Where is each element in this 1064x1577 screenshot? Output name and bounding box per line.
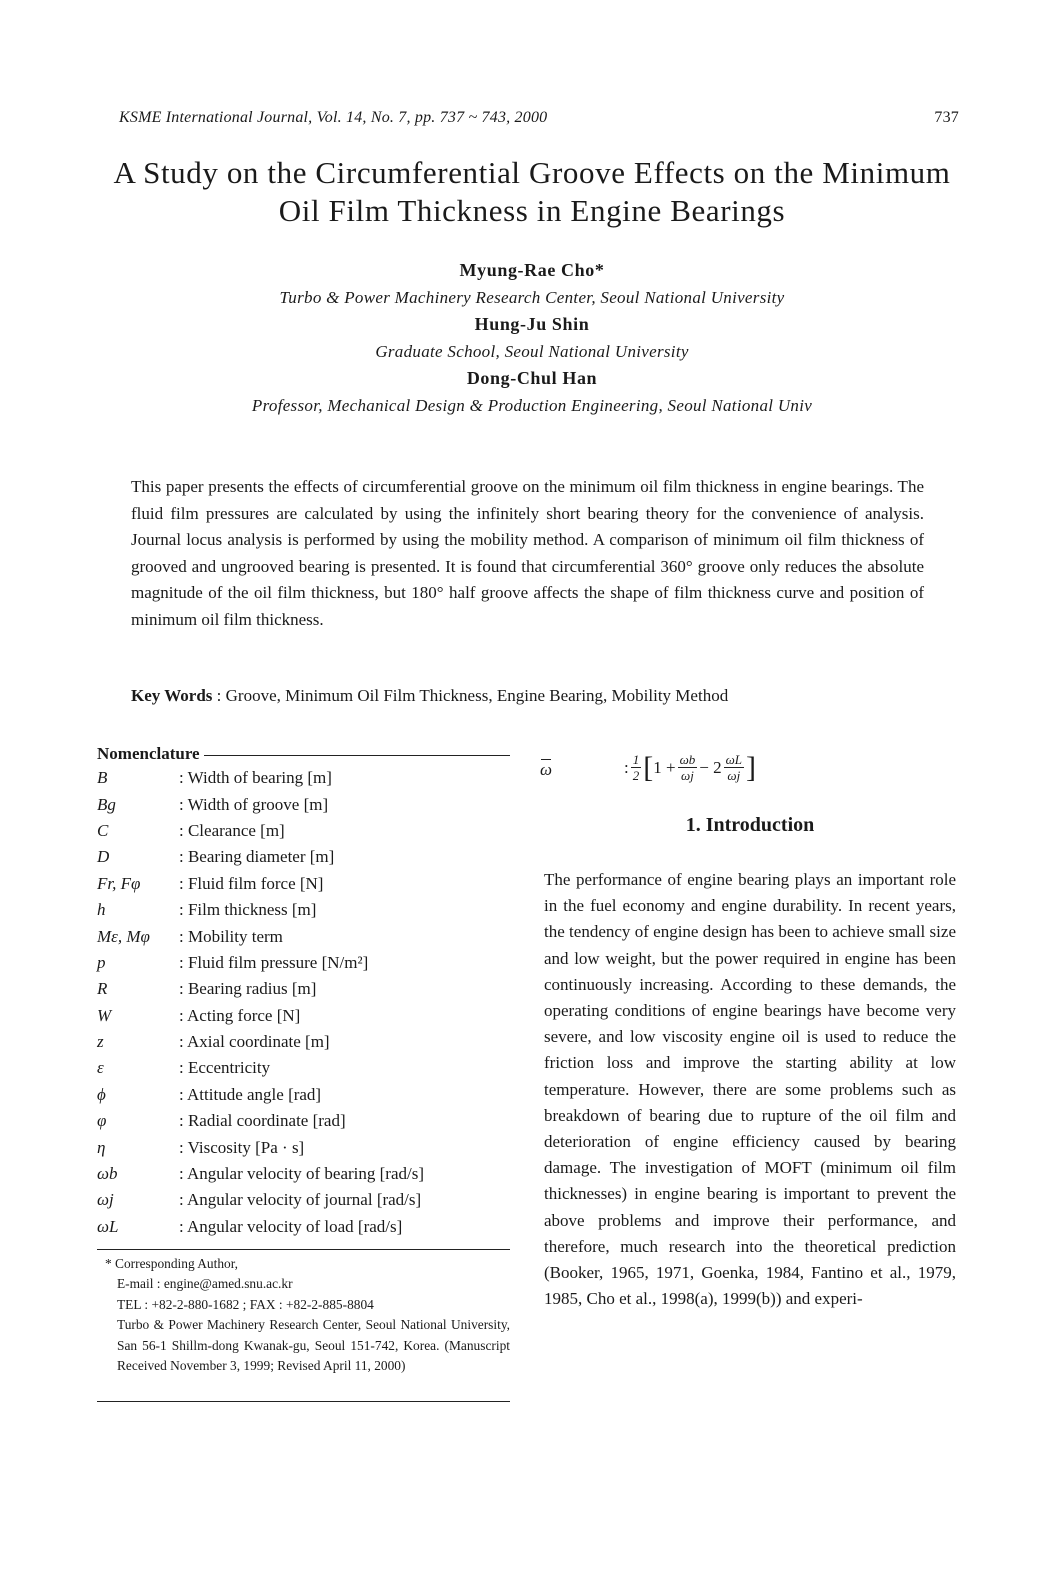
footnote-phone: TEL : +82-2-880-1682 ; FAX : +82-2-885-8804 bbox=[117, 1296, 374, 1312]
omega-bar-symbol: ω bbox=[540, 760, 553, 779]
nomenclature-row bbox=[97, 1003, 510, 1029]
footnote-address: Turbo & Power Machinery Research Center, Seoul National University, San 56-1 Shillm-dong Kwanak-gu, Seoul 151-742, Korea. (Manuscript Received November 3, 1999; Revised April 11, 2000) bbox=[117, 1317, 510, 1374]
keywords-text: Groove, Minimum Oil Film Thickness, Engine Bearing, Mobility Method bbox=[225, 686, 729, 705]
nomenclature-symbol: C bbox=[97, 820, 109, 840]
author-block bbox=[60, 257, 1004, 419]
footnote-email: E-mail : engine@amed.snu.ac.kr bbox=[117, 1276, 293, 1292]
nomenclature-symbol: Fr, Fφ bbox=[97, 873, 141, 893]
keywords bbox=[131, 686, 924, 706]
right-bracket: ] bbox=[746, 750, 757, 784]
nomenclature-symbol: ωb bbox=[97, 1164, 118, 1184]
nomenclature-description: : Width of groove [m] bbox=[179, 794, 329, 814]
nomenclature-row bbox=[97, 1029, 510, 1055]
nomenclature-description: : Radial coordinate [rad] bbox=[179, 1111, 346, 1131]
introduction-text: The performance of engine bearing plays an important role in the fuel economy and engine durability. In recent years, the tendency of engine design has been to achieve small size and low weight, but the power required in engine has been continuously increasing. According to these demands, the operating conditions of engine bearings have become very severe, and low viscosity engine oil is used to reduce the friction loss and improve the starting ability at low temperature. However, there are some problems such as breakdown of bearing due to rupture of the oil film and deterioration of engine efficiency caused by bearing damage. The investigation of MOFT (minimum oil film thicknesses) in engine bearing is important to prevent the above problems and improve their performance, and therefore, much research into the theoretical prediction (Booker, 1965, 1971, Goenka, 1984, Fantino et al., 1979, 1985, Cho et al., 1998(a), 1999(b)) and experi- bbox=[544, 870, 956, 1309]
nomenclature-symbol: Mε, Mφ bbox=[97, 926, 150, 946]
formula-expression bbox=[624, 752, 756, 783]
footnote-rule bbox=[97, 1401, 510, 1402]
running-header bbox=[119, 109, 959, 127]
nomenclature-row bbox=[97, 844, 510, 870]
nomenclature-row bbox=[97, 1187, 510, 1213]
author-affiliation: Professor, Mechanical Design & Production Engineering, Seoul National Univ bbox=[251, 396, 813, 415]
author-name: Myung-Rae Cho* bbox=[459, 260, 605, 280]
nomenclature-row bbox=[97, 923, 510, 949]
nomenclature-symbol: ωL bbox=[97, 1216, 119, 1236]
left-bracket: [ bbox=[643, 750, 654, 784]
nomenclature-description: : Angular velocity of journal [rad/s] bbox=[179, 1190, 422, 1210]
nomenclature-heading bbox=[97, 743, 510, 765]
nomenclature-description: : Eccentricity bbox=[179, 1058, 271, 1078]
nomenclature-row bbox=[97, 1055, 510, 1081]
abstract: This paper presents the effects of circumferential groove on the minimum oil film thickness in engine bearings. The fluid film pressures are calculated by using the infinitely short bearing theory for the convenience of analysis. Journal locus analysis is performed by using the mobility method. A comparison of minimum oil film thickness of grooved and ungrooved bearing is presented. It is found that circumferential 360° groove only reduces the absolute magnitude of the oil film thickness, but 180° half groove affects the shape of film thickness curve and position of minimum oil film thickness. bbox=[131, 477, 924, 629]
nomenclature-row bbox=[97, 1108, 510, 1134]
nomenclature-description: : Axial coordinate [m] bbox=[179, 1032, 330, 1052]
formula-one-plus: 1 + bbox=[653, 757, 676, 777]
author-name: Dong-Chul Han bbox=[466, 368, 598, 388]
nomenclature-row bbox=[97, 897, 510, 923]
fraction-denominator: 2 bbox=[632, 768, 640, 783]
title-line-2: Oil Film Thickness in Engine Bearings bbox=[278, 193, 786, 228]
omega-bar-definition bbox=[540, 752, 960, 792]
nomenclature-description: : Attitude angle [rad] bbox=[179, 1084, 322, 1104]
fraction-numerator: ωL bbox=[725, 752, 743, 767]
nomenclature-symbol: B bbox=[97, 768, 108, 788]
nomenclature-description: : Bearing diameter [m] bbox=[179, 847, 335, 867]
paper-title bbox=[60, 154, 1004, 230]
fraction-denominator: ωj bbox=[681, 768, 694, 783]
fraction-numerator: ωb bbox=[679, 752, 696, 767]
author-name: Hung-Ju Shin bbox=[474, 314, 590, 334]
nomenclature-description: : Angular velocity of bearing [rad/s] bbox=[179, 1164, 425, 1184]
nomenclature-row bbox=[97, 976, 510, 1002]
nomenclature-symbol: R bbox=[97, 979, 108, 999]
nomenclature-description: : Clearance [m] bbox=[179, 820, 285, 840]
fraction-numerator: 1 bbox=[632, 752, 640, 767]
nomenclature-row bbox=[97, 818, 510, 844]
heading-rule bbox=[204, 755, 510, 756]
nomenclature-symbol: h bbox=[97, 900, 106, 920]
nomenclature-row bbox=[97, 1214, 510, 1240]
author-affiliation: Turbo & Power Machinery Research Center, Seoul National University bbox=[279, 288, 785, 307]
nomenclature-symbol: ϕ bbox=[97, 1084, 106, 1104]
nomenclature-row bbox=[97, 950, 510, 976]
journal-citation: KSME International Journal, Vol. 14, No. 7, pp. 737 ~ 743, 2000 bbox=[119, 109, 548, 126]
formula-minus-two: − 2 bbox=[699, 757, 722, 777]
nomenclature-symbol: ωj bbox=[97, 1190, 114, 1210]
title-line-1: A Study on the Circumferential Groove Effects on the Minimum bbox=[113, 155, 951, 190]
fraction-omega-b bbox=[678, 752, 698, 783]
footnote bbox=[97, 1249, 510, 1376]
nomenclature-heading-text: Nomenclature bbox=[97, 744, 200, 763]
nomenclature-description: : Fluid film force [N] bbox=[179, 873, 324, 893]
nomenclature-description: : Angular velocity of load [rad/s] bbox=[179, 1216, 403, 1236]
nomenclature-symbol: W bbox=[97, 1005, 112, 1025]
nomenclature-row bbox=[97, 871, 510, 897]
nomenclature-description: : Viscosity [Pa · s] bbox=[179, 1137, 305, 1157]
nomenclature-description: : Acting force [N] bbox=[179, 1005, 301, 1025]
nomenclature bbox=[97, 743, 510, 1240]
footnote-corresponding: * Corresponding Author, bbox=[105, 1256, 238, 1271]
nomenclature-symbol: p bbox=[97, 952, 106, 972]
nomenclature-description: : Bearing radius [m] bbox=[179, 979, 317, 999]
nomenclature-list bbox=[97, 765, 510, 1240]
keywords-separator: : bbox=[216, 686, 226, 705]
fraction-half bbox=[631, 752, 642, 783]
author-affiliation: Graduate School, Seoul National University bbox=[375, 342, 689, 361]
nomenclature-symbol: η bbox=[97, 1137, 106, 1157]
nomenclature-row bbox=[97, 765, 510, 791]
nomenclature-symbol: Bg bbox=[97, 794, 116, 814]
section-heading-introduction: 1. Introduction bbox=[685, 814, 815, 836]
keywords-label: Key Words bbox=[131, 686, 213, 705]
page-number: 737 bbox=[934, 109, 959, 126]
nomenclature-symbol: ε bbox=[97, 1058, 104, 1078]
nomenclature-description: : Film thickness [m] bbox=[179, 900, 317, 920]
nomenclature-symbol: z bbox=[97, 1032, 104, 1052]
nomenclature-row bbox=[97, 1134, 510, 1160]
nomenclature-row bbox=[97, 1082, 510, 1108]
fraction-denominator: ωj bbox=[727, 768, 741, 783]
nomenclature-symbol: φ bbox=[97, 1111, 107, 1131]
nomenclature-row bbox=[97, 791, 510, 817]
nomenclature-row bbox=[97, 1161, 510, 1187]
formula-colon: : bbox=[624, 757, 629, 777]
nomenclature-description: : Fluid film pressure [N/m²] bbox=[179, 952, 369, 972]
nomenclature-symbol: D bbox=[97, 847, 110, 867]
fraction-omega-l bbox=[724, 752, 744, 783]
nomenclature-description: : Mobility term bbox=[179, 926, 283, 946]
nomenclature-description: : Width of bearing [m] bbox=[179, 768, 332, 788]
